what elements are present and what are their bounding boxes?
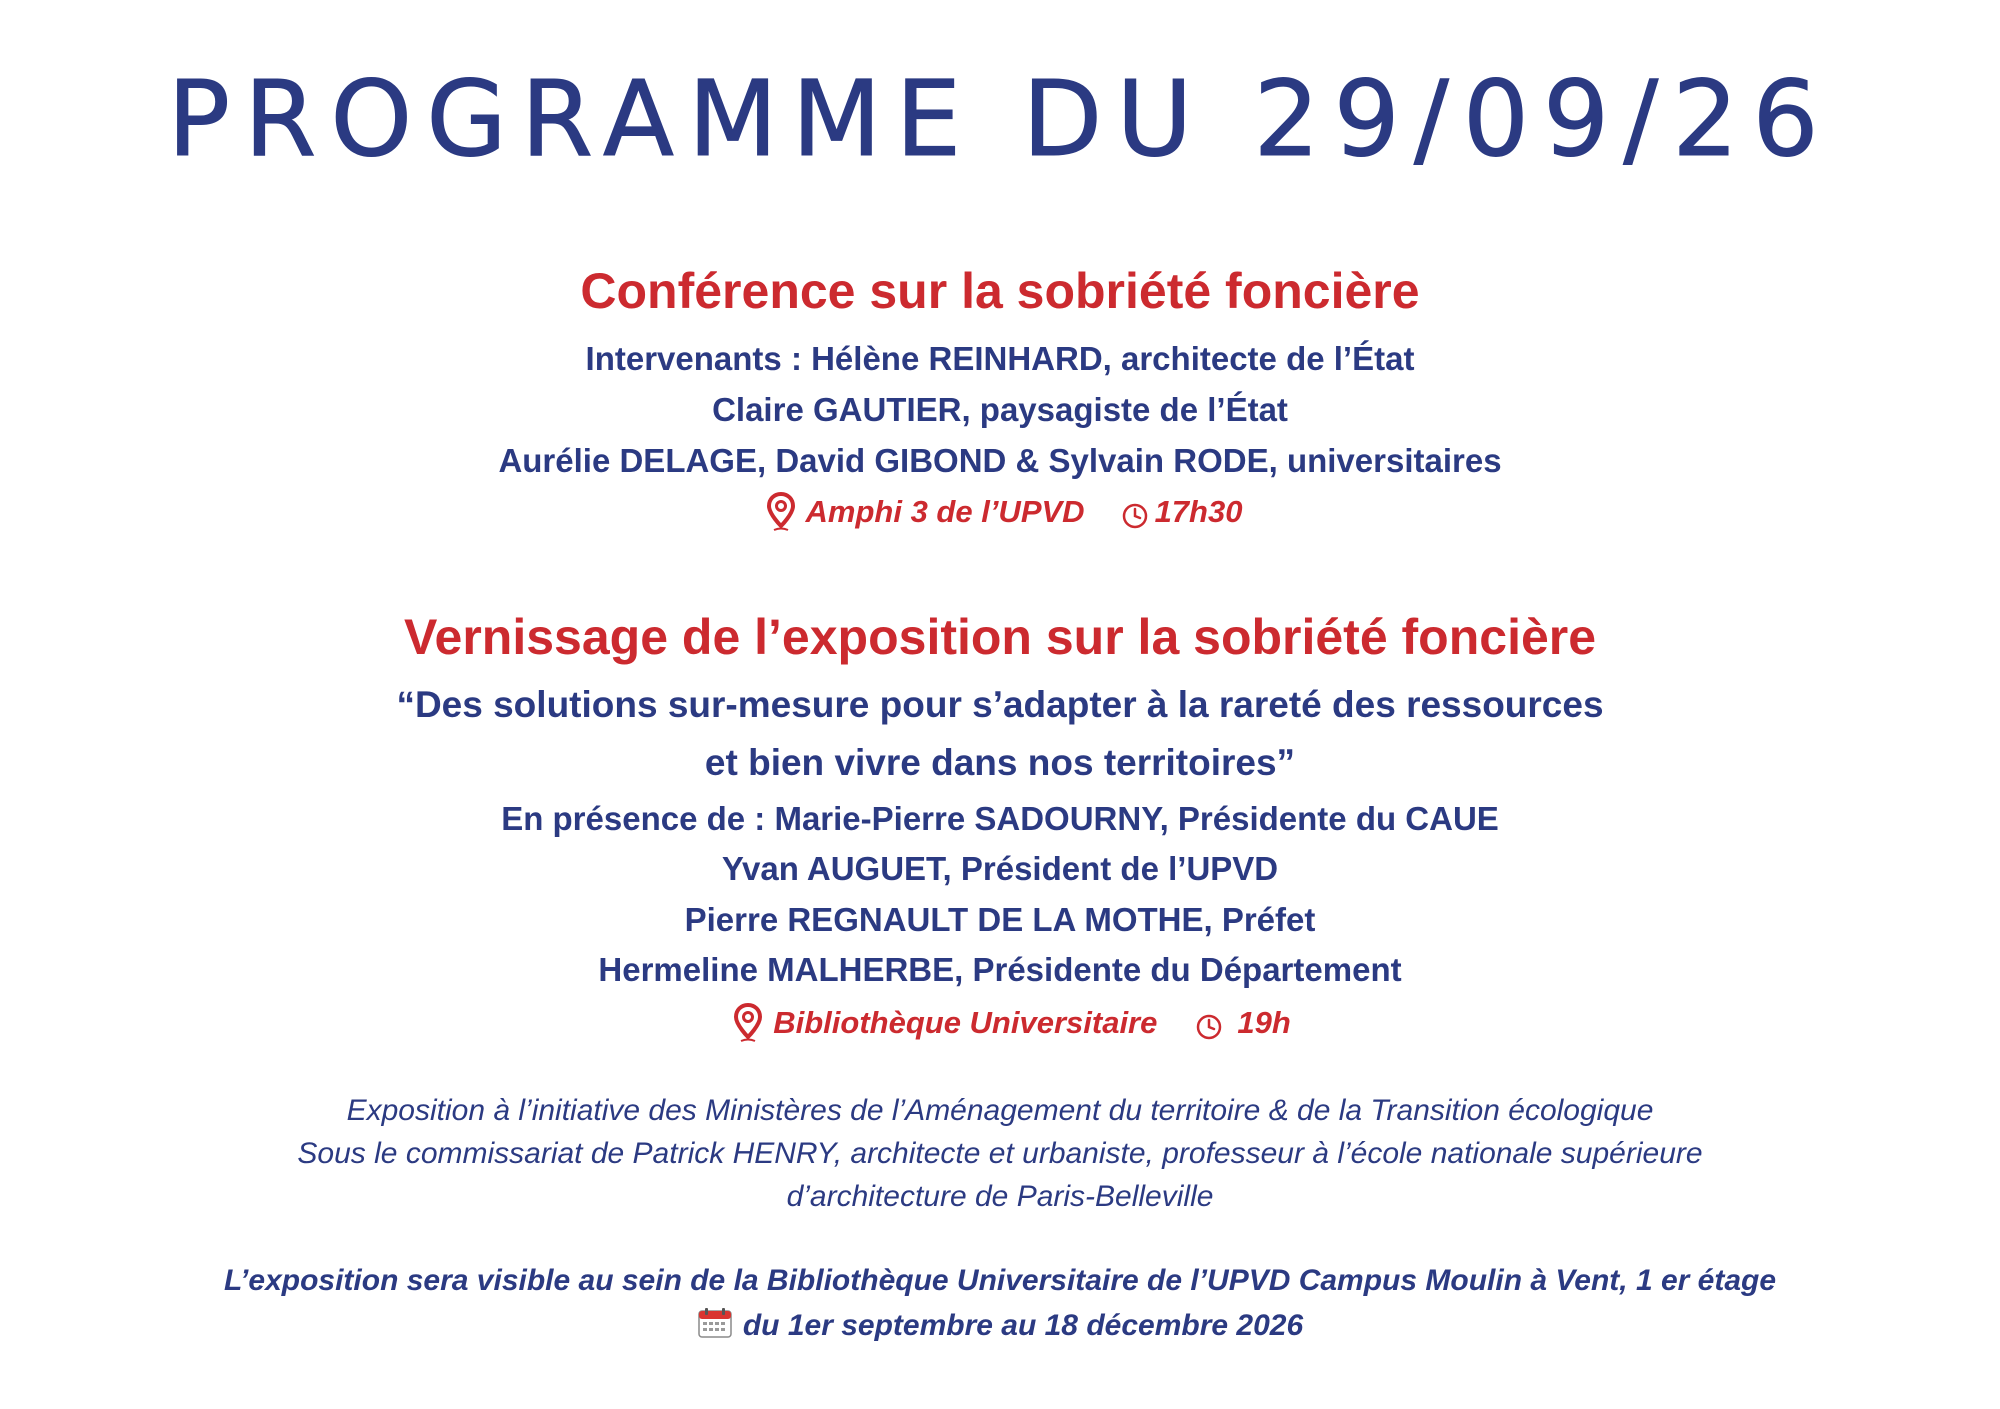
credits-line-3: d’architecture de Paris-Belleville <box>786 1180 1214 1213</box>
visibility-line: L’exposition sera visible au sein de la Bibliothèque Universitaire de l’UPVD Campus Moulin à Vent, 1 er étage <box>223 1264 1777 1297</box>
page-title: PROGRAMME DU 29/09/26 <box>167 58 1833 180</box>
conference-location-line <box>0 492 2000 532</box>
vernissage-quote-line-1: “Des solutions sur-mesure pour s’adapter à la rareté des ressources <box>396 684 1604 725</box>
conference-speaker-1: Intervenants : Hélène REINHARD, architecte de l’État <box>585 340 1415 377</box>
visibility-dates: du 1er septembre au 18 décembre 2026 <box>742 1309 1304 1342</box>
vernissage-heading: Vernissage de l’exposition sur la sobriété foncière <box>403 609 1597 665</box>
vernissage-location: Bibliothèque Universitaire <box>773 1005 1158 1040</box>
vernissage-guest-2: Yvan AUGUET, Président de l’UPVD <box>721 850 1279 887</box>
conference-location: Amphi 3 de l’UPVD <box>805 494 1085 529</box>
conference-time: 17h30 <box>1154 494 1243 529</box>
conference-speaker-3: Aurélie DELAGE, David GIBOND & Sylvain RODE, universitaires <box>498 442 1502 479</box>
conference-speaker-2: Claire GAUTIER, paysagiste de l’État <box>712 391 1288 428</box>
location-pin-icon <box>733 1003 763 1043</box>
credits-line-2: Sous le commissariat de Patrick HENRY, architecte et urbaniste, professeur à l’école nationale supérieure <box>297 1137 1703 1170</box>
vernissage-quote-line-2: et bien vivre dans nos territoires” <box>704 742 1296 783</box>
vernissage-location-line <box>0 1003 2000 1043</box>
clock-icon <box>1121 502 1149 530</box>
clock-icon <box>1195 1013 1223 1041</box>
calendar-icon <box>697 1307 733 1339</box>
credits-line-1: Exposition à l’initiative des Ministères de l’Aménagement du territoire & de la Transition écologique <box>346 1094 1654 1127</box>
vernissage-guest-4: Hermeline MALHERBE, Présidente du Département <box>598 951 1402 988</box>
vernissage-time: 19h <box>1237 1005 1291 1040</box>
conference-heading: Conférence sur la sobriété foncière <box>580 263 1420 319</box>
location-pin-icon <box>766 492 796 532</box>
vernissage-guest-3: Pierre REGNAULT DE LA MOTHE, Préfet <box>684 901 1316 938</box>
visibility-dates-line <box>0 1307 2000 1343</box>
vernissage-guest-1: En présence de : Marie-Pierre SADOURNY, Présidente du CAUE <box>501 800 1499 837</box>
